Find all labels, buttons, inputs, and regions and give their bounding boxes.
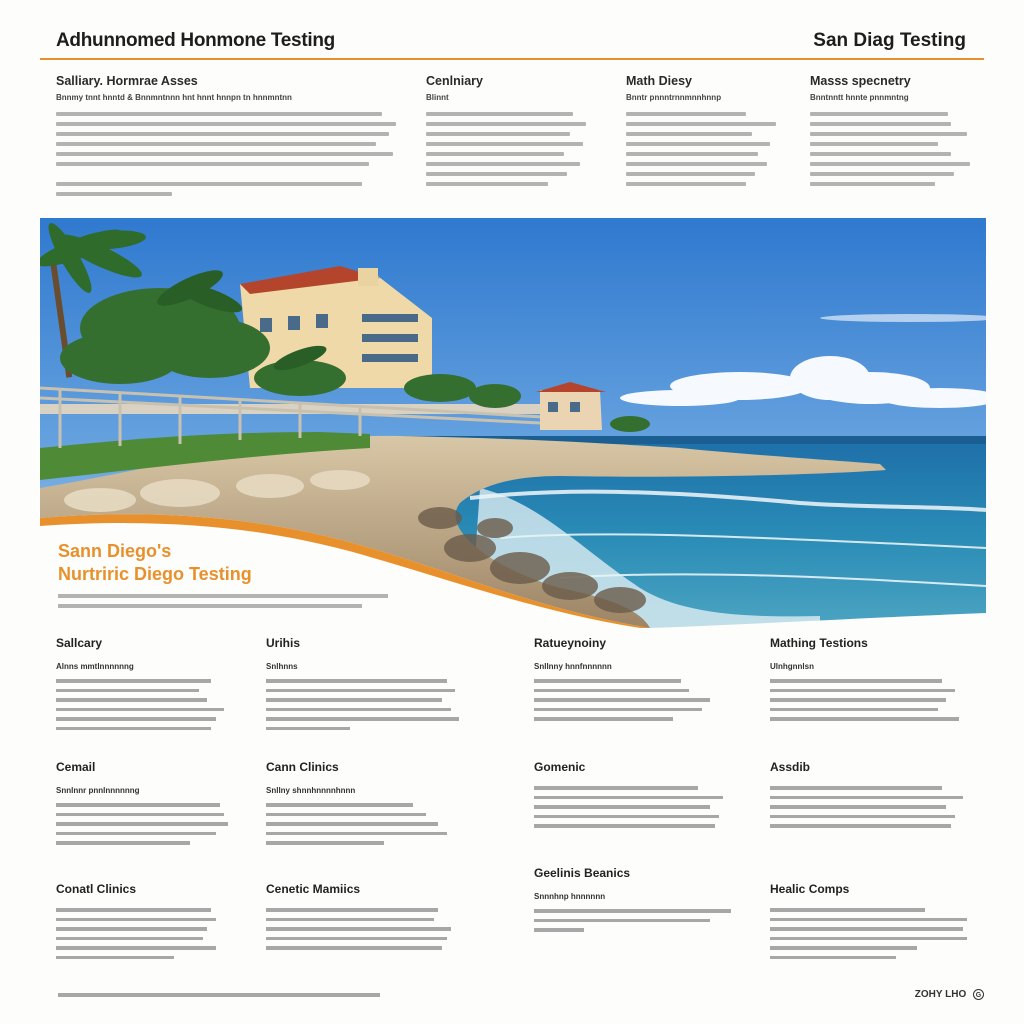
info-card (534, 760, 744, 834)
card-subtitle: Ulnhgnnlsn (770, 662, 814, 671)
header-right-title: San Diag Testing (813, 30, 966, 51)
info-card (534, 866, 744, 938)
footer-mark-icon: G (973, 989, 984, 1000)
column-subtitle: Bnntnntt hnnte pnnmntng (810, 93, 909, 102)
card-title: Assdib (770, 760, 811, 774)
info-card (56, 636, 266, 736)
card-title: Healic Comps (770, 882, 850, 896)
column-title: Math Diesy (626, 74, 692, 88)
banner-title-line1: Sann Diego's (58, 541, 172, 561)
info-card (534, 636, 744, 727)
header (40, 28, 984, 60)
card-title: Urihis (266, 636, 301, 650)
info-card (770, 636, 980, 727)
card-subtitle: Snnlnnr pnnlnnnnnng (56, 786, 140, 795)
content-grid (0, 636, 1024, 986)
info-card (266, 636, 476, 736)
footer-text: ZOHY LHO (914, 989, 967, 1001)
banner-title (58, 540, 252, 586)
card-subtitle: Snnnhnp hnnnnnn (534, 892, 606, 901)
card-title: Ratueynoiny (534, 636, 607, 650)
card-title: Mathing Testions (770, 636, 868, 650)
card-subtitle: Alnns mmtlnnnnnng (56, 662, 134, 671)
column-title: Cenlniary (426, 74, 483, 88)
top-column (426, 74, 586, 192)
page-title: Adhunnomed Honmone Testing (56, 30, 335, 51)
top-column (810, 74, 970, 192)
card-title: Conatl Clinics (56, 882, 137, 896)
info-card (56, 882, 266, 965)
top-column (626, 74, 776, 192)
info-card (56, 760, 266, 851)
column-title: Masss specnetry (810, 74, 911, 88)
card-title: Cemail (56, 760, 96, 774)
footer-fine-print (58, 993, 380, 997)
card-subtitle: Snllny shnnhnnnnhnnn (266, 786, 356, 795)
small-house (536, 382, 606, 430)
info-card (266, 882, 476, 956)
banner-title-line2: Nurtriric Diego Testing (58, 564, 252, 584)
card-subtitle: Snllnny hnnfnnnnnn (534, 662, 612, 671)
info-card (266, 760, 476, 851)
column-subtitle: Bnnmy tnnt hnntd & Bnnmntnnn hnt hnnt hnnpn tn hnnmntnn (56, 93, 292, 102)
footer-logo (915, 989, 984, 1000)
top-columns (0, 74, 1024, 204)
card-title: Geelinis Beanics (534, 866, 631, 880)
column-subtitle: Blinnt (426, 93, 449, 102)
info-card (770, 882, 980, 965)
card-title: Cann Clinics (266, 760, 339, 774)
top-column (56, 74, 396, 202)
card-title: Cenetic Mamiics (266, 882, 361, 896)
info-card (770, 760, 980, 834)
card-title: Sallcary (56, 636, 103, 650)
column-subtitle: Bnntr pnnntrnnmnnhnnp (626, 93, 722, 102)
banner-description (58, 594, 388, 614)
card-subtitle: Snlhnns (266, 662, 298, 671)
card-title: Gomenic (534, 760, 586, 774)
column-title: Salliary. Hormrae Asses (56, 74, 198, 88)
